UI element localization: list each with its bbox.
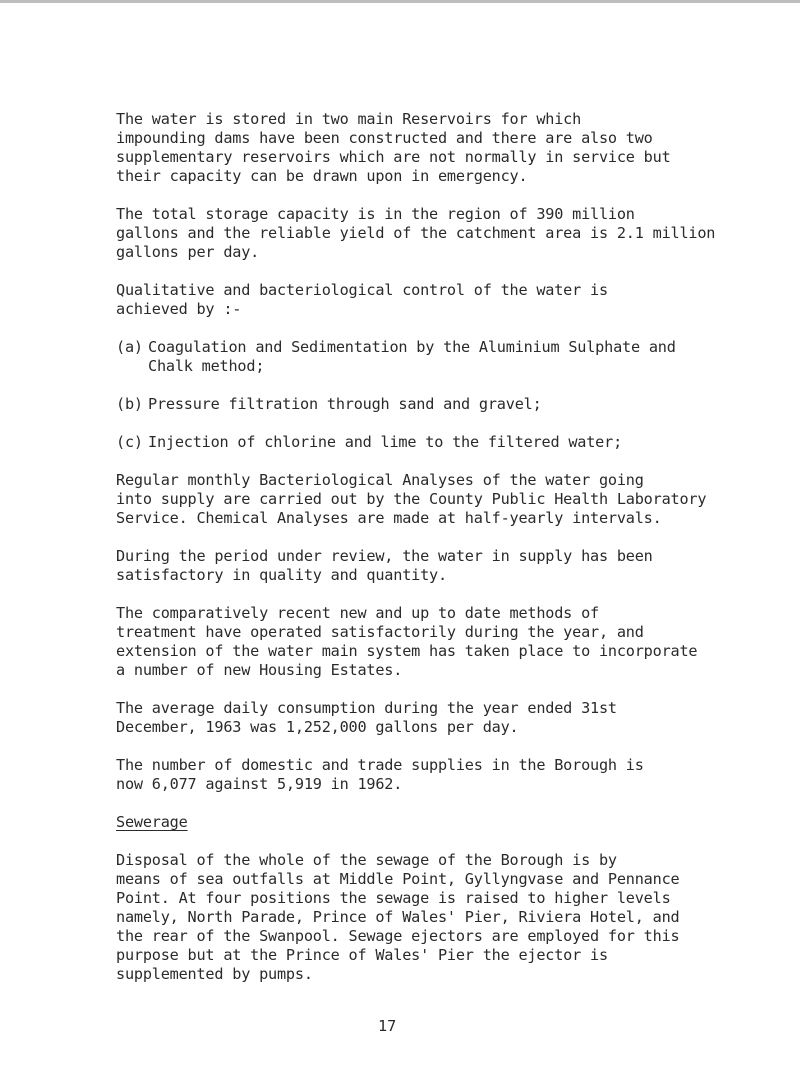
page-number: 17 bbox=[378, 1017, 397, 1035]
paragraph-supply-quality: During the period under review, the water in supply has been satisfactory in quality and quantity. bbox=[116, 547, 653, 584]
paragraph-treatment-methods: The comparatively recent new and up to date methods of treatment have operated satisfactorily during the year, and extension of the water main system has taken place to incorporate a number of new Housing Estates. bbox=[116, 604, 698, 679]
sewerage-heading-text: Sewerage bbox=[116, 813, 188, 831]
paragraph-reservoirs: The water is stored in two main Reservoirs for which impounding dams have been constructed and there are also two supplementary reservoirs which are not normally in service but their capacity can be drawn upon in emergency. bbox=[116, 110, 671, 185]
paragraph-storage-capacity: The total storage capacity is in the region of 390 million gallons and the reliable yield of the catchment area is 2.1 million gallons per day. bbox=[116, 205, 716, 261]
paragraph-supplies-count: The number of domestic and trade supplies in the Borough is now 6,077 against 5,919 in 1962. bbox=[116, 756, 644, 793]
paragraph-analyses: Regular monthly Bacteriological Analyses of the water going into supply are carried out by the County Public Health Laboratory Service. Chemical Analyses are made at half-yearly intervals. bbox=[116, 471, 707, 527]
paragraph-daily-consumption: The average daily consumption during the year ended 31st December, 1963 was 1,252,000 gallons per day. bbox=[116, 699, 617, 736]
list-label: (b) bbox=[116, 395, 143, 413]
list-item-c bbox=[116, 433, 796, 452]
list-text: Pressure filtration through sand and gravel; bbox=[148, 395, 542, 413]
list-item-b bbox=[116, 395, 796, 414]
list-text: Coagulation and Sedimentation by the Aluminium Sulphate and Chalk method; bbox=[148, 338, 676, 375]
paragraph-control-intro: Qualitative and bacteriological control of the water is achieved by :- bbox=[116, 281, 608, 318]
list-label: (c) bbox=[116, 433, 143, 451]
top-edge-rule bbox=[0, 0, 800, 3]
section-heading-sewerage bbox=[116, 813, 796, 832]
paragraph-sewage-disposal: Disposal of the whole of the sewage of the Borough is by means of sea outfalls at Middle Point, Gyllyngvase and Pennance Point. At four positions the sewage is raised to higher levels namely, North Parade, Prince of Wales' Pier, Riviera Hotel, and the rear of the Swanpool. Sewage ejectors are employed for this purpose but at the Prince of Wales' Pier the ejector is supplemented by pumps. bbox=[116, 851, 680, 983]
list-label: (a) bbox=[116, 338, 143, 356]
list-item-a bbox=[116, 338, 796, 376]
list-text: Injection of chlorine and lime to the filtered water; bbox=[148, 433, 623, 451]
document-body bbox=[116, 110, 796, 1003]
